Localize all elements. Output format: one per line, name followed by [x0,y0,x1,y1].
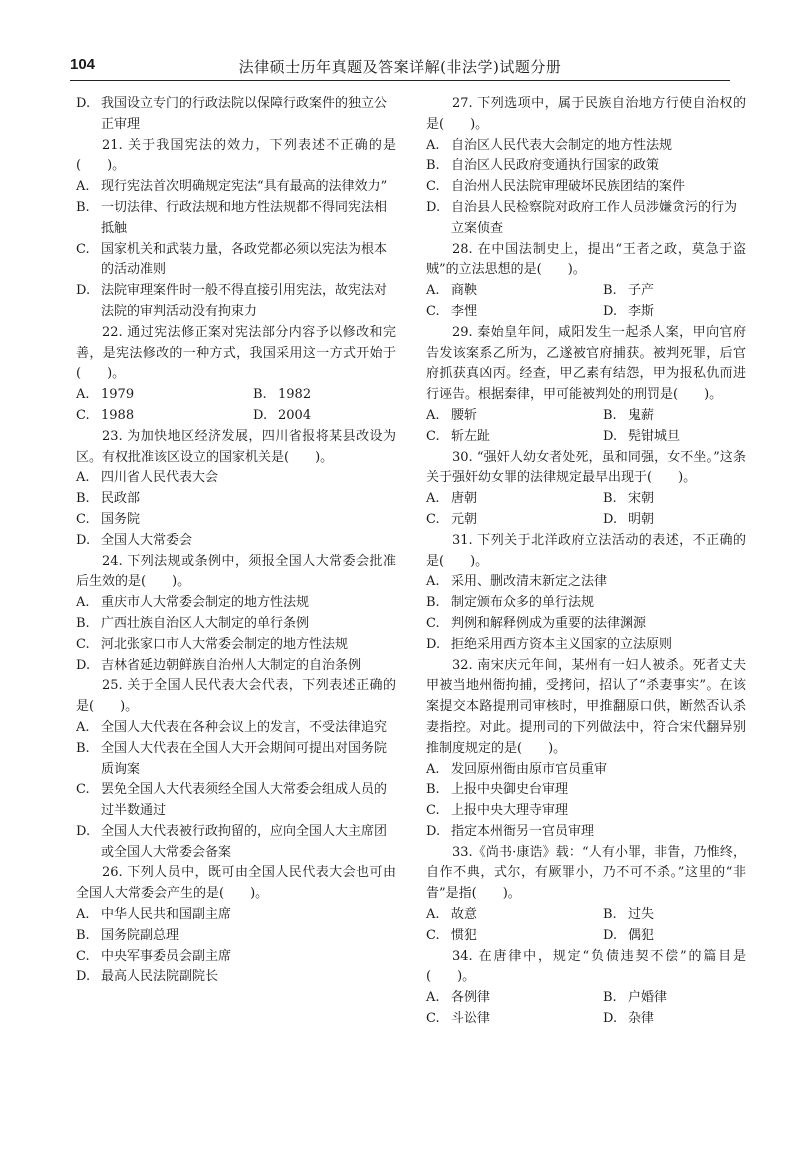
option-b: B. 鬼薪 [603,407,655,423]
option-d: D. 法院审理案件时一般不得直接引用宪法，故宪法对法院的审判活动没有拘束力 [76,283,388,319]
question-21 [76,136,396,323]
option-c: C. 元朝 [426,511,478,527]
question-23 [76,427,396,552]
option-b: B. 国务院副总理 [76,927,180,943]
question-28 [426,240,746,323]
option-c: C. 斗讼律 [426,1011,491,1027]
question-29 [426,323,746,448]
option-b: B. 宋朝 [603,491,655,507]
option-a: A. 商鞅 [426,283,478,299]
option-b: B. 1982 [253,387,312,403]
question-34 [426,947,746,1030]
page-title: 法律硕士历年真题及答案详解(非法学)试题分册 [238,58,562,76]
option-c: C. 李悝 [426,303,478,319]
page-number: 104 [70,56,96,73]
option-c: C. 自治州人民法院审理破坏民族团结的案件 [426,179,686,195]
option-a: A. 重庆市人大常委会制定的地方性法规 [76,595,310,611]
option-b: B. 户婚律 [603,990,668,1006]
option-d: D. 拒绝采用西方资本主义国家的立法原则 [426,636,673,652]
option-c: C. 河北张家口市人大常委会制定的地方性法规 [76,636,349,652]
question-stem: 33.《尚书·康诰》载：“人有小罪，非眚，乃惟终，自作不典，式尔，有厥罪小，乃不可不杀。”这里的“非眚”是指( )。 [426,844,746,902]
left-column [76,94,396,988]
question-27 [426,94,746,240]
question-25 [76,676,396,863]
question-26 [76,863,396,988]
option-b: B. 制定颁布众多的单行法规 [426,595,595,611]
option-b: B. 一切法律、行政法规和地方性法规都不得同宪法相抵触 [76,199,388,236]
option-d: D. 偶犯 [603,927,655,943]
option-c: C. 判例和解释例成为重要的法律渊源 [426,615,647,631]
option-a: A. 采用、删改清末新定之法律 [426,574,608,590]
option-a: A. 全国人大代表在各种会议上的发言，不受法律追究 [76,719,388,735]
question-stem: 23. 为加快地区经济发展，四川省报将某县改设为区。有权批准该区设立的国家机关是( )。 [76,428,396,465]
option-c: C. 国务院 [76,511,141,527]
right-column [426,94,746,1030]
option-b: B. 广西壮族自治区人大制定的单行条例 [76,615,310,631]
option-a: A. 中华人民共和国副主席 [76,907,232,923]
question-33 [426,843,746,947]
question-30 [426,448,746,531]
question-stem: 32. 南宋庆元年间，某州有一妇人被杀。死者丈夫甲被当地州衙拘捕，受拷问，招认了“杀妻事实”。在该案提交本路提刑司审核时，甲推翻原口供，断然否认杀妻指控。对此。提刑司的下列做法中，符合宋代翻异别推制度规定的是( )。 [426,657,746,756]
option-d: D. 指定本州衙另一官员审理 [426,823,595,839]
question-22 [76,323,396,427]
question-stem: 22. 通过宪法修正案对宪法部分内容予以修改和完善，是宪法修改的一种方式，我国采用这一方式开始于( )。 [76,324,396,382]
question-stem: 31. 下列关于北洋政府立法活动的表述，不正确的是( )。 [426,532,746,569]
option-b: B. 过失 [603,907,655,923]
option-b: B. 上报中央御史台审理 [426,782,569,798]
option-d: D. 明朝 [603,511,655,527]
option-a: A. 1979 [76,387,135,403]
question-stem: 21. 关于我国宪法的效力，下列表述不正确的是( )。 [76,137,396,174]
option-a: A. 各例律 [426,990,491,1006]
option-a: A. 现行宪法首次明确规定宪法“具有最高的法律效力” [76,179,388,195]
page-header [70,52,730,81]
option-a: A. 自治区人民代表大会制定的地方性法规 [426,137,673,153]
question-32 [426,656,746,843]
option-b: B. 全国人大代表在全国人大开会期间可提出对国务院质询案 [76,740,388,777]
option-a: A. 发回原州衙由原市官员重审 [426,761,608,777]
question-stem: 24. 下列法规或条例中，须报全国人大常委会批准后生效的是( )。 [76,553,396,590]
option-c: C. 罢免全国人大代表须经全国人大常委会组成人员的过半数通过 [76,782,388,819]
option-d: D. 2004 [253,407,312,423]
question-stem: 28. 在中国法制史上，提出“王者之政，莫急于盗贼”的立法思想的是( )。 [426,241,746,278]
question-stem: 29. 秦始皇年间，咸阳发生一起杀人案，甲向官府告发该案系乙所为，乙遂被官府捕获。被判死罪，后官府抓获真凶丙。经查，甲乙素有结怨，甲为报私仇而进行诬告。根据秦律，甲可能被判处的刑罚是( )。 [426,324,746,403]
option-c: C. 中央军事委员会副主席 [76,948,232,964]
option-b: B. 子产 [603,283,655,299]
option-c: C. 惯犯 [426,927,478,943]
option-d: D. 全国人大常委会 [76,532,193,548]
option-d: D. 杂律 [603,1011,655,1027]
question-24 [76,552,396,677]
q20-option-d: D. 我国设立专门的行政法院以保障行政案件的独立公正审理 [76,96,388,132]
option-c: C. 1988 [76,407,135,423]
question-stem: 34. 在唐律中，规定“负债违契不偿”的篇目是( )。 [426,948,746,985]
option-a: A. 故意 [426,907,478,923]
option-a: A. 腰斩 [426,407,478,423]
option-c: C. 上报中央大理寺审理 [426,803,569,819]
option-d: D. 髡钳城旦 [603,428,681,444]
option-c: C. 国家机关和武装力量，各政党都必须以宪法为根本的活动准则 [76,241,388,278]
option-d: D. 吉林省延边朝鲜族自治州人大制定的自治条例 [76,657,362,673]
option-d: D. 自治县人民检察院对政府工作人员涉嫌贪污的行为立案侦查 [426,199,738,236]
option-c: C. 斩左趾 [426,428,491,444]
question-stem: 27. 下列选项中，属于民族自治地方行使自治权的是( )。 [426,96,746,132]
option-a: A. 四川省人民代表大会 [76,470,219,486]
question-stem: 26. 下列人员中，既可由全国人民代表大会也可由全国人大常委会产生的是( )。 [76,865,396,902]
option-a: A. 唐朝 [426,491,478,507]
option-d: D. 最高人民法院副院长 [76,969,219,985]
question-stem: 30. “强奸人幼女者处死，虽和同强，女不坐。”这条关于强奸幼女罪的法律规定最早出现于( )。 [426,449,746,486]
option-d: D. 李斯 [603,303,655,319]
option-b: B. 民政部 [76,491,141,507]
question-stem: 25. 关于全国人民代表大会代表，下列表述正确的是( )。 [76,678,396,715]
option-b: B. 自治区人民政府变通执行国家的政策 [426,158,660,174]
option-d: D. 全国人大代表被行政拘留的，应向全国人大主席团或全国人大常委会备案 [76,823,388,860]
question-31 [426,531,746,656]
